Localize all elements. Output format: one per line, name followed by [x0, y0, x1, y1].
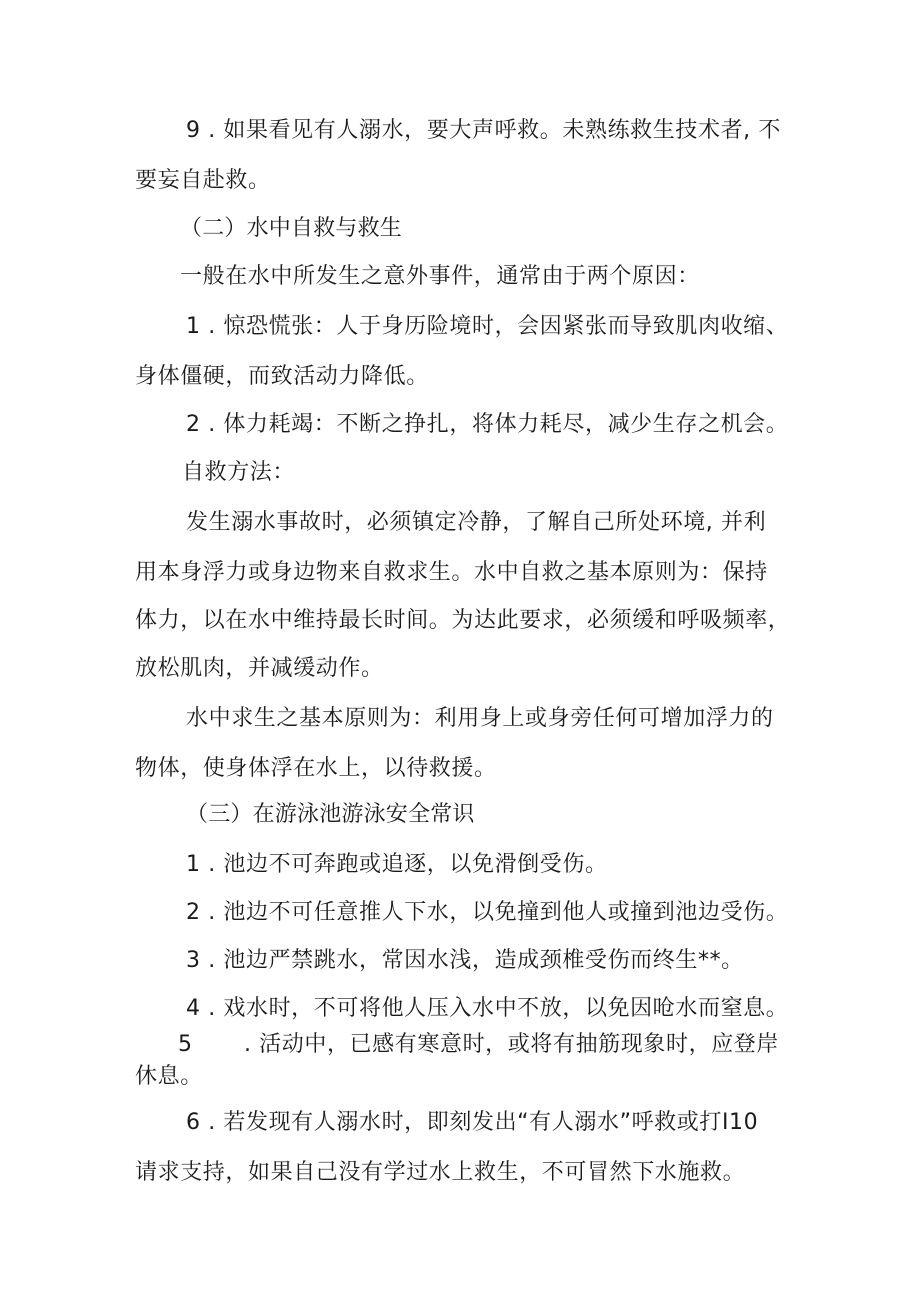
pool-item-6-line-2: 请求支持，如果自己没有学过水上救生，不可冒然下水施救。 — [135, 1160, 746, 1185]
self-rescue-para-line-1: 发生溺水事故时，必须镇定冷静，了解自己所处环境, 并利 — [186, 510, 767, 535]
paragraph-9-line-2: 要妄自赴救。 — [135, 168, 271, 193]
section-heading-3: （三）在游泳池游泳安全常识 — [186, 802, 475, 827]
pool-item-6-line-1: 6 . 若发现有人溺水时，即刻发出“有人溺水”呼救或打I10 — [186, 1110, 759, 1135]
pool-item-1: 1 . 池边不可奔跑或追逐，以免滑倒受伤。 — [186, 852, 608, 877]
item-2-line: 2 . 体力耗竭：不断之挣扎，将体力耗尽，减少生存之机会。 — [186, 412, 789, 437]
pool-item-5-number: 5 — [178, 1032, 192, 1057]
item-1-line-2: 身体僵硬，而致活动力降低。 — [135, 364, 429, 389]
section-heading-2: （二）水中自救与救生 — [180, 216, 403, 241]
self-rescue-para-line-3: 体力，以在水中维持最长时间。为达此要求，必须缓和呼吸频率， — [135, 608, 791, 633]
survival-para-line-2: 物体，使身体浮在水上，以待救援。 — [135, 756, 497, 781]
self-rescue-heading: 自救方法： — [182, 460, 296, 485]
pool-item-5-line-2: 休息。 — [135, 1064, 203, 1089]
survival-para-line-1: 水中求生之基本原则为：利用身上或身旁任何可增加浮力的 — [186, 706, 774, 731]
self-rescue-para-line-4: 放松肌肉，并减缓动作。 — [135, 656, 384, 681]
pool-item-3: 3 . 池边严禁跳水，常因水浅，造成颈椎受伤而终生**。 — [186, 948, 744, 973]
paragraph-9-line-1: 9 . 如果看见有人溺水，要大声呼救。未熟练救生技术者, 不 — [186, 118, 781, 143]
self-rescue-para-line-2: 用本身浮力或身边物来自救求生。水中自救之基本原则为：保持 — [135, 560, 768, 585]
intro-line: 一般在水中所发生之意外事件，通常由于两个原因： — [180, 264, 700, 289]
pool-item-5-line-1: . 活动中，已感有寒意时，或将有抽筋现象时，应登岸 — [244, 1032, 779, 1057]
item-1-line-1: 1 . 惊恐慌张：人于身历险境时，会因紧张而导致肌肉收缩、 — [186, 314, 789, 339]
pool-item-2: 2 . 池边不可任意推人下水，以免撞到他人或撞到池边受伤。 — [186, 900, 789, 925]
pool-item-4: 4 . 戏水时，不可将他人压入水中不放，以免因呛水而窒息。 — [186, 996, 789, 1021]
